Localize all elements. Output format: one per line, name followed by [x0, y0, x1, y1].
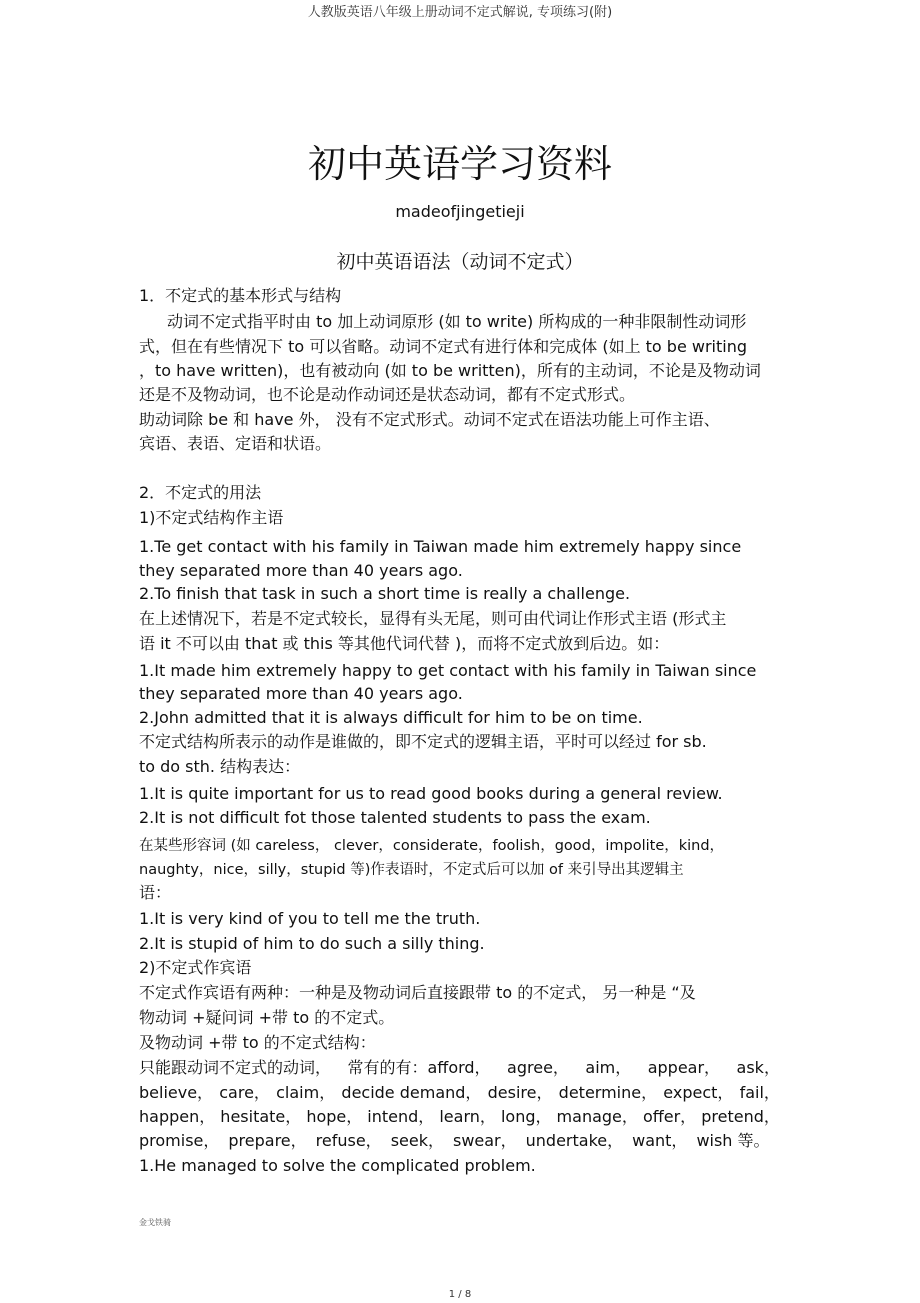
example-line: 1.It is very kind of you to tell me the truth.	[139, 909, 481, 928]
paragraph-line: 还是不及物动词，也不论是动作动词还是状态动词，都有不定式形式。	[139, 385, 636, 404]
verb-list-item: agree，	[507, 1058, 569, 1077]
verb-list-item: fail，	[739, 1083, 780, 1102]
verb-list-item: want，	[632, 1131, 688, 1150]
verb-list-item: prepare，	[228, 1131, 307, 1150]
example-line: 2.It is not difficult fot those talented students to pass the exam.	[139, 808, 651, 827]
verb-list-item: promise，	[139, 1131, 220, 1150]
verb-list-item: swear，	[452, 1131, 517, 1150]
author-line: madeofjingetieji	[395, 202, 525, 221]
verb-list-item: desire，	[487, 1083, 553, 1102]
paragraph-line: naughty，nice，silly，stupid 等)作表语时，不定式后可以加 of 来引导出其逻辑主	[139, 862, 684, 878]
verb-list-item: long，	[500, 1107, 552, 1126]
example-line: 1.It made him extremely happy to get contact with his family in Taiwan since	[139, 661, 757, 680]
example-line: 2.It is stupid of him to do such a silly thing.	[139, 934, 485, 953]
verb-list-item: expect，	[663, 1083, 734, 1102]
paragraph-line: 语：	[139, 883, 172, 902]
verb-list-item: undertake，	[525, 1131, 624, 1150]
paragraph-line: ，to have written)，也有被动向 (如 to be written)，所有的主动词，不论是及物动词	[139, 361, 761, 380]
verb-list-item: claim，	[276, 1083, 336, 1102]
subheading: 2)不定式作宾语	[139, 958, 252, 977]
example-line: 2.To finish that task in such a short time is really a challenge.	[139, 584, 631, 603]
example-line: 1.He managed to solve the complicated problem.	[139, 1156, 536, 1175]
section-title: 初中英语语法（动词不定式）	[336, 251, 584, 273]
verb-list-row	[139, 1131, 780, 1151]
verb-list-item: determine，	[558, 1083, 658, 1102]
verb-list-item: wish 等。	[696, 1131, 770, 1150]
verb-list-item: hesitate，	[220, 1107, 302, 1126]
page-number: 1 / 8	[448, 1289, 472, 1300]
paragraph-line: 在某些形容词 (如 careless， clever，considerate，foolish，good，impolite，kind，	[139, 838, 725, 854]
paragraph-line: 式，但在有些情况下 to 可以省略。动词不定式有进行体和完成体 (如上 to be writing	[139, 337, 748, 356]
paragraph-line: 助动词除 be 和 have 外， 没有不定式形式。动词不定式在语法功能上可作主语、	[139, 410, 720, 429]
verb-list-item: manage，	[556, 1107, 638, 1126]
page-header: 人教版英语八年级上册动词不定式解说, 专项练习(附)	[307, 5, 613, 20]
heading-1: 1．不定式的基本形式与结构	[139, 286, 342, 305]
verb-list-item: seek，	[390, 1131, 444, 1150]
paragraph-line: 不定式结构所表示的动作是谁做的，即不定式的逻辑主语，平时可以经过 for sb.	[139, 732, 707, 751]
example-line: 1.Te get contact with his family in Taiwan made him extremely happy since	[139, 537, 742, 556]
verb-list-item: ask，	[736, 1058, 780, 1077]
verb-list-item: pretend，	[701, 1107, 780, 1126]
verb-list-item: appear，	[647, 1058, 721, 1077]
footer-note: 金戈铁骑	[139, 1218, 171, 1227]
example-line: they separated more than 40 years ago.	[139, 561, 463, 580]
verb-list-row	[139, 1058, 780, 1078]
paragraph-line: 语 it 不可以由 that 或 this 等其他代词代替 )，而将不定式放到后边。如：	[139, 634, 670, 653]
paragraph-line: 物动词 +疑问词 +带 to 的不定式。	[139, 1008, 395, 1027]
example-line: 2.John admitted that it is always difficult for him to be on time.	[139, 708, 643, 727]
verb-list-row	[139, 1083, 780, 1103]
verb-list-row	[139, 1107, 780, 1127]
document-title: 初中英语学习资料	[307, 142, 612, 186]
verb-list-item: happen，	[139, 1107, 216, 1126]
subheading: 1)不定式结构作主语	[139, 508, 284, 527]
paragraph-line: to do sth. 结构表达：	[139, 757, 301, 776]
verb-list-item: care，	[219, 1083, 270, 1102]
example-line: 1.It is quite important for us to read good books during a general review.	[139, 784, 723, 803]
verb-list-item: 常有的有：afford，	[347, 1058, 491, 1077]
verb-list-item: aim，	[585, 1058, 632, 1077]
verb-list-item: learn，	[439, 1107, 496, 1126]
verb-list-item: decide demand，	[341, 1083, 482, 1102]
paragraph-line: 宾语、表语、定语和状语。	[139, 434, 332, 453]
heading-2: 2．不定式的用法	[139, 483, 262, 502]
paragraph-line: 及物动词 +带 to 的不定式结构：	[139, 1033, 376, 1052]
paragraph-line: 在上述情况下，若是不定式较长，显得有头无尾，则可由代词让作形式主语 (形式主	[139, 609, 727, 628]
verb-list-item: refuse，	[315, 1131, 382, 1150]
verb-list-item: intend，	[367, 1107, 435, 1126]
verb-list-item: hope，	[306, 1107, 363, 1126]
verb-list-item: 只能跟动词不定式的动词，	[139, 1058, 332, 1077]
example-line: they separated more than 40 years ago.	[139, 684, 463, 703]
verb-list-item: offer，	[642, 1107, 697, 1126]
paragraph-line: 不定式作宾语有两种：一种是及物动词后直接跟带 to 的不定式， 另一种是 “及	[139, 983, 696, 1002]
verb-list-item: believe，	[139, 1083, 214, 1102]
paragraph-line: 动词不定式指平时由 to 加上动词原形 (如 to write) 所构成的一种非限制性动词形	[167, 312, 747, 331]
